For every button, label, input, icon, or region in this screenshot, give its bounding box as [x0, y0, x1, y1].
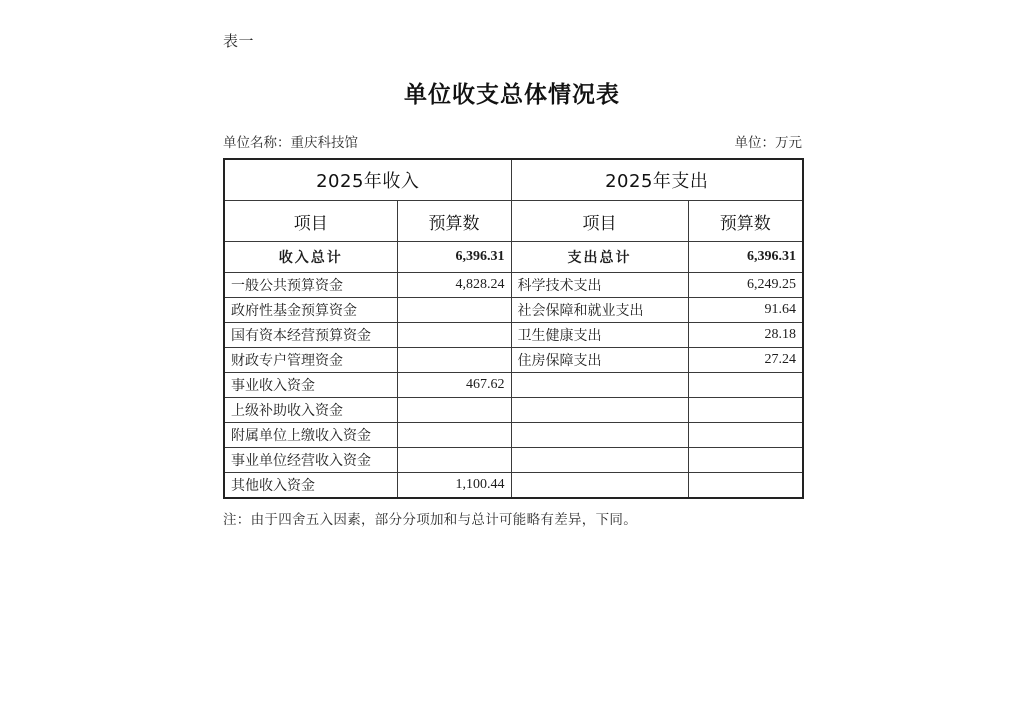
group-header-income: 2025年收入 — [224, 159, 511, 201]
income-item-cell: 政府性基金预算资金 — [224, 298, 397, 323]
table-row — [224, 298, 803, 323]
income-item-cell: 一般公共预算资金 — [224, 273, 397, 298]
expenditure-total-label: 支出总计 — [511, 242, 688, 273]
expenditure-item-cell — [511, 398, 688, 423]
table-row — [224, 448, 803, 473]
group-header-row — [224, 159, 803, 201]
income-total-label: 收入总计 — [224, 242, 397, 273]
totals-row — [224, 242, 803, 273]
income-total-value: 6,396.31 — [397, 242, 511, 273]
table-row — [224, 348, 803, 373]
table-footnote: 注：由于四舍五入因素，部分分项加和与总计可能略有差异，下同。 — [223, 512, 637, 527]
income-item-cell: 上级补助收入资金 — [224, 398, 397, 423]
expenditure-value-cell: 91.64 — [688, 298, 803, 323]
income-value-cell: 467.62 — [397, 373, 511, 398]
table-number-label: 表一 — [223, 34, 255, 50]
expenditure-item-cell — [511, 448, 688, 473]
expenditure-value-cell — [688, 373, 803, 398]
income-item-cell: 附属单位上缴收入资金 — [224, 423, 397, 448]
expenditure-value-cell — [688, 423, 803, 448]
income-item-cell: 事业收入资金 — [224, 373, 397, 398]
income-value-cell — [397, 323, 511, 348]
column-header-income-amount: 预算数 — [397, 201, 511, 242]
expenditure-value-cell: 27.24 — [688, 348, 803, 373]
income-item-cell: 事业单位经营收入资金 — [224, 448, 397, 473]
expenditure-item-cell — [511, 373, 688, 398]
table-row — [224, 398, 803, 423]
expenditure-item-cell: 科学技术支出 — [511, 273, 688, 298]
table-body — [224, 159, 803, 498]
column-header-row — [224, 201, 803, 242]
expenditure-item-cell: 住房保障支出 — [511, 348, 688, 373]
expenditure-item-cell — [511, 423, 688, 448]
income-value-cell: 4,828.24 — [397, 273, 511, 298]
expenditure-value-cell: 28.18 — [688, 323, 803, 348]
table-row — [224, 273, 803, 298]
income-value-cell — [397, 348, 511, 373]
table-meta-row — [223, 131, 802, 151]
column-header-expenditure-item: 项目 — [511, 201, 688, 242]
income-value-cell — [397, 423, 511, 448]
income-item-cell: 国有资本经营预算资金 — [224, 323, 397, 348]
expenditure-value-cell: 6,249.25 — [688, 273, 803, 298]
income-item-cell: 其他收入资金 — [224, 473, 397, 499]
expenditure-value-cell — [688, 398, 803, 423]
expenditure-item-cell: 卫生健康支出 — [511, 323, 688, 348]
income-value-cell — [397, 298, 511, 323]
expenditure-total-value: 6,396.31 — [688, 242, 803, 273]
expenditure-item-cell: 社会保障和就业支出 — [511, 298, 688, 323]
table-row — [224, 473, 803, 499]
income-value-cell — [397, 398, 511, 423]
column-header-expenditure-amount: 预算数 — [688, 201, 803, 242]
budget-summary-table — [223, 158, 804, 499]
expenditure-item-cell — [511, 473, 688, 499]
group-header-expenditure: 2025年支出 — [511, 159, 803, 201]
table-row — [224, 323, 803, 348]
page-title: 单位收支总体情况表 — [404, 82, 620, 107]
table-row — [224, 423, 803, 448]
expenditure-value-cell — [688, 473, 803, 499]
table-row — [224, 373, 803, 398]
income-value-cell — [397, 448, 511, 473]
income-value-cell: 1,100.44 — [397, 473, 511, 499]
unit-name-label: 单位名称：重庆科技馆 — [223, 135, 358, 150]
column-header-income-item: 项目 — [224, 201, 397, 242]
income-item-cell: 财政专户管理资金 — [224, 348, 397, 373]
expenditure-value-cell — [688, 448, 803, 473]
unit-measure-label: 单位：万元 — [734, 135, 802, 150]
